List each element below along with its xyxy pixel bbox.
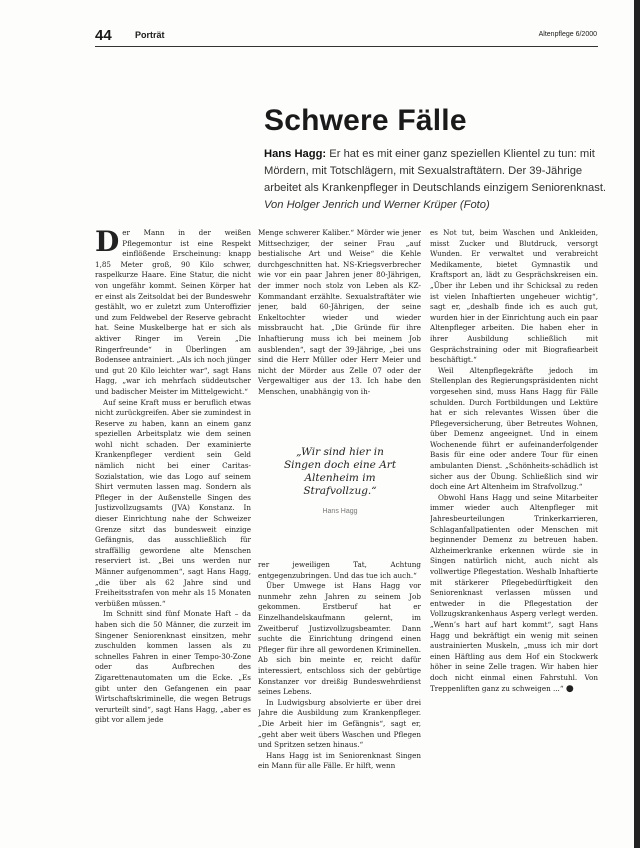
section-label: Porträt bbox=[135, 30, 165, 40]
scan-edge bbox=[634, 0, 640, 848]
article-title: Schwere Fälle bbox=[264, 104, 467, 137]
paragraph: es Not tut, beim Waschen und Ankleiden, misst Zucker und Blutdruck, versorgt Wunden. Er verwaltet und verabreicht Medikamente, bietet Gymnastik und Kraftsport an, lädt zu Gesprächskreisen ein. „Über ihr Leben und ihr Schicksal zu reden ist vielen Inhaftierten ungeheuer wichtig“, sagt er, „deshalb finde ich es auch gut, wurden hier in der Einrichtung auch ein paar Altenpfleger arbeiten. Die haben eher in ihrer Ausbildung schließlich mit Gesprächstraining oder mit Biografiearbeit beschäftigt.“ bbox=[430, 228, 598, 365]
header-rule bbox=[95, 46, 598, 47]
page-header bbox=[95, 27, 615, 44]
article-lead bbox=[264, 146, 614, 214]
lead-text: Er hat es mit einer ganz speziellen Klientel zu tun: mit Mördern, mit Totschlägern, mit Sexualstraftätern. Der 39-Jährige arbeitet als Krankenpfleger in Deutschlands einzigem Seniorenknast. bbox=[264, 148, 607, 194]
paragraph: Weil Altenpflegekräfte jedoch im Stellenplan des Regierungspräsidenten nicht vorgesehen sind, muss Hans Hagg für Fälle schulden. Durch Fortbildungen und Lektüre hat er sich relevantes Wissen über die Pflegeversicherung, über Betreutes Wohnen, über Demenz angeeignet. Und in einem Wochenende führt er aufeinanderfolgender Basis für eine oder andere Tour für einen ambulanten Dienst. „Schönheits-schädlich ist sicher aus der Übung. Schließlich sind wir doch eine Art Altenheim im Strafvollzug.“ bbox=[430, 365, 598, 492]
issue-label: Altenpflege 6/2000 bbox=[538, 31, 597, 38]
text-column-2 bbox=[258, 228, 421, 418]
paragraph: Obwohl Hans Hagg und seine Mitarbeiter immer wieder auch Altenpfleger mit Jahresbeurteilungen Trinkerkarrieren, Schlaganfallpatienten oder Menschen mit beginnender Demenz zu betreuen haben. Alzheimerkranke erkennen würde sie in Singen natürlich nicht, auch nicht als vollwertige Pflegestation. Weshalb Inhaftierte mit stärkerer Pflegebedürftigkeit den Seniorenknast verlassen müssen und entweder in die Pflegestation der Vollzugskrankenhaus Asperg verlegt werden. „Wenn’s hart auf hart kommt“, sagt Hans Hagg und bekräftigt ein wenig mit seinen austrainierten Muskeln, „muss ich mir dort einen Häftling aus dem Hof ein Stockwerk höher in seine Zelle tragen. Wir haben hier doch nicht einmal einen Fahrstuhl. Von Treppenliften ganz zu schweigen ...“ ● bbox=[430, 492, 598, 694]
lead-name: Hans Hagg: bbox=[264, 148, 327, 160]
text-column-1 bbox=[95, 228, 251, 823]
pull-quote-attribution: Hans Hagg bbox=[322, 508, 358, 515]
page-number: 44 bbox=[95, 27, 112, 44]
drop-cap: D bbox=[95, 228, 120, 258]
paragraph: In Ludwigsburg absolvierte er über drei Jahre die Ausbildung zum Krankenpfleger. „Die Arbeit hier im Gefängnis“, sagt er, „geht aber weit übers Waschen und Pflegen und Spritzen setzen hinaus.“ bbox=[258, 697, 421, 750]
text-column-2-lower bbox=[258, 560, 421, 825]
pull-quote-text: „Wir sind hier in Singen doch eine Art Altenheim im Strafvollzug.“ bbox=[283, 446, 397, 497]
pull-quote bbox=[276, 446, 404, 515]
end-mark: ● bbox=[565, 683, 574, 694]
paragraph: rer jeweiligen Tat, Achtung entgegenzubringen. Und das tue ich auch.“ bbox=[258, 560, 421, 580]
paragraph: Menge schwerer Kaliber.“ Mörder wie jener Mittsechziger, der seiner Frau „auf bestialische Art und Weise“ die Kehle durchgeschnitten hat. NS-Kriegsverbrecher wie vor ein paar Jahren jener 80-Jährigen, der immer noch stolz von Leben als KZ-Kommandant erzählte. Sexualstraftäter wie jener, bald 60-Jährigen, der seine Enkeltochter wieder und wieder missbraucht hat. „Die Gründe für ihre Inhaftierung muss ich bei meinem Job ausblenden“, sagt der 39-Jährige, „bei uns sind die Herr Müller oder Herr Meier und nicht der Mörder aus Zelle 07 oder der Vergewaltiger aus der 13. Ich habe den Menschen, unabhängig von ih- bbox=[258, 228, 421, 396]
paragraph: Auf seine Kraft muss er beruflich etwas nicht zurückgreifen. Aber sie zumindest in Reserve zu haben, kann an einem ganz speziellen Arbeitsplatz wie dem seinen wohl nicht schaden. Der examinierte Krankenpfleger verdient sein Geld nämlich nicht bei einer Caritas-Sozialstation, wie das Logo auf seinem Shirt vermuten lassen mag. Sondern als Pfleger in der Außenstelle Singen des Justizvollzugsamts (JVA) Konstanz. In dieser Einrichtung nahe der Schweizer Grenze sitzt das bundesweit einzige Gefängnis, das ausschließlich für straffällig gewordene alte Menschen reserviert ist. „Bei uns werden nur Männer aufgenommen“, sagt Hans Hagg, „die über als 62 Jahre sind und Freiheitsstrafen von mehr als 15 Monaten verbüßen müssen.“ bbox=[95, 397, 251, 608]
paragraph: Im Schnitt sind fünf Monate Haft – da haben sich die 50 Männer, die zurzeit im Singener Seniorenknast einsitzen, mehr zuschulden kommen lassen als zu schnelles Fahren in einer Tempo-30-Zone oder das Aufbrechen des Zigarettenautomaten um die Ecke. „Es gibt unter den Gefangenen ein paar Wirtschaftskriminelle, die wegen Betrugs verurteilt sind“, sagt Hans Hagg, „aber es gibt vor allem jede bbox=[95, 609, 251, 725]
byline: Von Holger Jenrich und Werner Krüper (Foto) bbox=[264, 199, 490, 211]
paragraph: Über Umwege ist Hans Hagg vor nunmehr zehn Jahren zu seinem Job gekommen. Erstberuf hat er Einzelhandelskaufmann gelernt, im Zweitberuf Justizvollzugsbeamter. Dann suchte die Einrichtung dringend einen Pfleger für ihre all gewordenen Kriminellen. Ab sich bin meinte er, reicht dafür interessiert, entschloss sich der gebürtige Konstanzer vor dreißig Bundeswehrdienst seines Lebens. bbox=[258, 581, 421, 697]
paragraph: Der Mann in der weißen Pflegemontur ist eine Respekt einflößende Erscheinung: knapp 1,85 Meter groß, 90 Kilo schwer, raspelkurze Haare. Eine Statur, die nicht von ungefähr kommt. Seinen Körper hat er einst als Zeitsoldat bei der Bundeswehr gestählt, wo er zuletzt zum Unteroffizier und zum Feldwebel der Reserve gebracht hat. Seine Muskelberge hat er sich als aktiver Ringer im Verein „Die Ringerfreunde“ in Überlingen am Bodensee antrainiert. „Als ich noch jünger und gut 20 Kilo leichter war“, sagt Hans Hagg, „war ich mehrfach süddeutscher und badischer Meister im Mittelgewicht.“ bbox=[95, 228, 251, 396]
paragraph: Hans Hagg ist im Seniorenknast Singen ein Mann für alle Fälle. Er hilft, wenn bbox=[258, 750, 421, 771]
text-column-3 bbox=[430, 228, 598, 828]
